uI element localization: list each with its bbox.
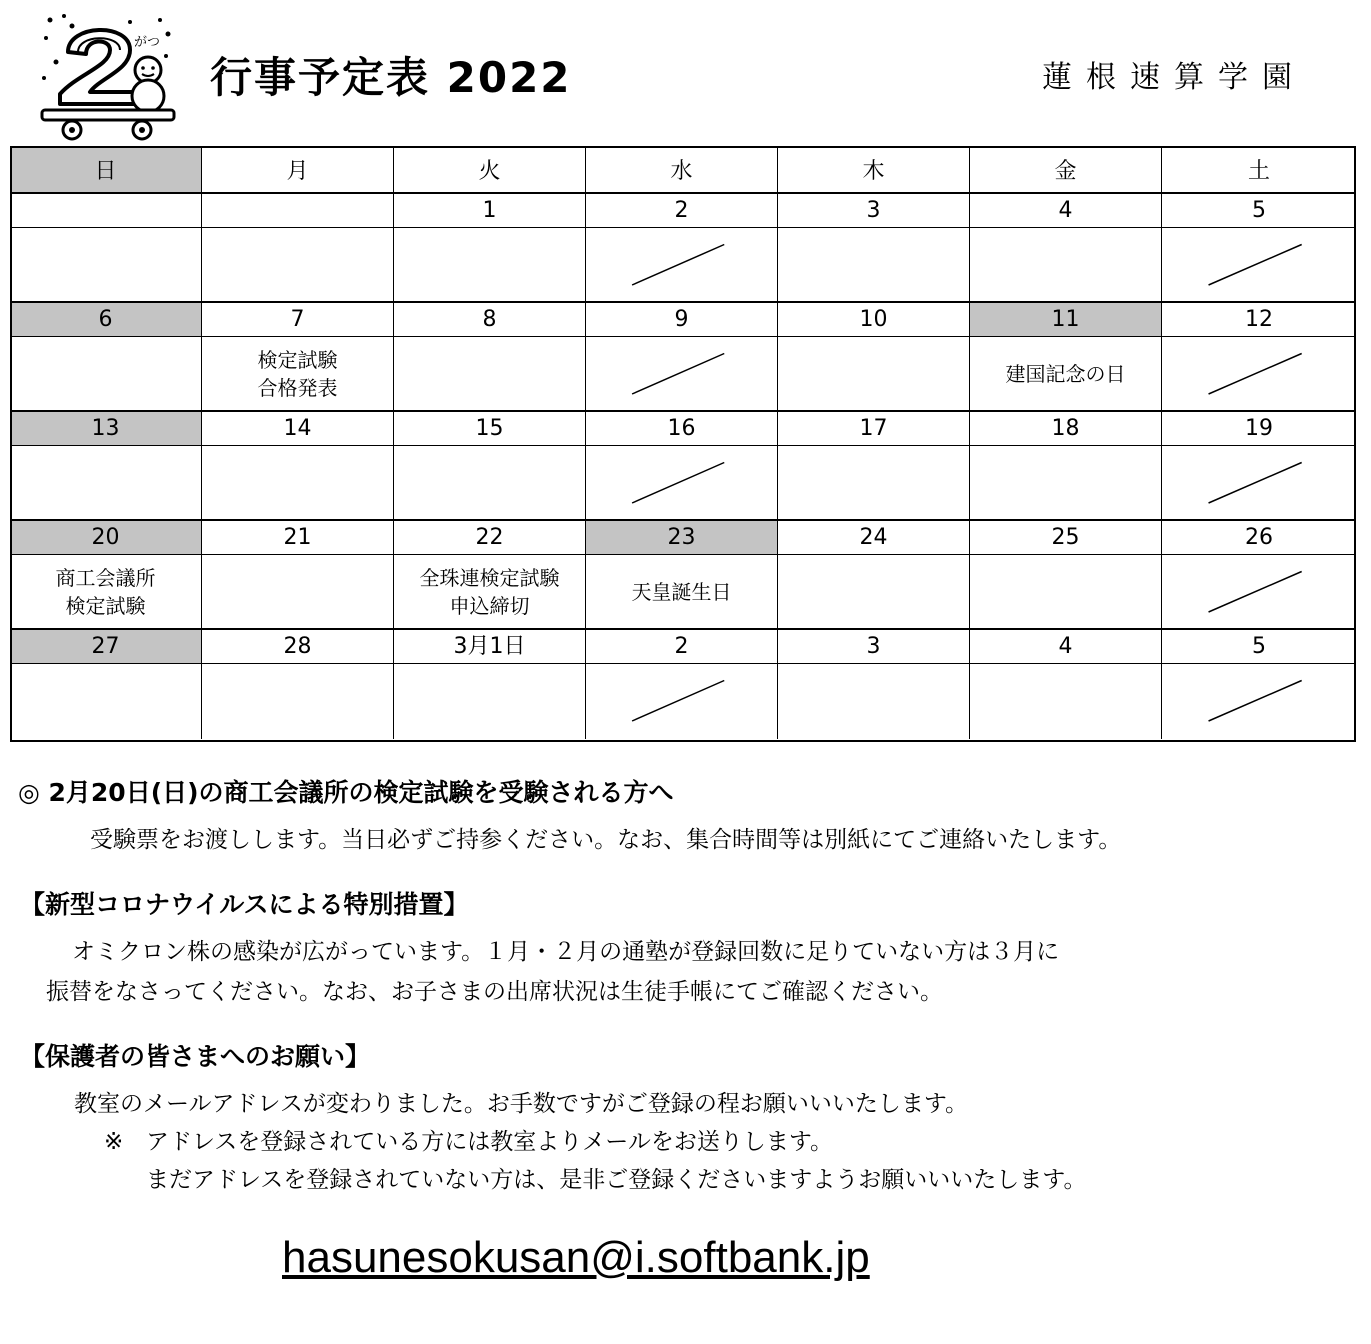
weekday-header: 木 (778, 146, 970, 194)
day-event-cell (1162, 664, 1356, 739)
day-date: 12 (1162, 303, 1356, 337)
day-event-cell (778, 337, 970, 412)
day-event-cell (1162, 228, 1356, 303)
guardian-notice-heading: 【保護者の皆さまへのお願い】 (20, 1042, 371, 1071)
day-event-cell (10, 228, 202, 303)
guardian-notice-line-1: 教室のメールアドレスが変わりました。お手数ですがご登録の程お願いいいたします。 (74, 1091, 969, 1117)
day-event-cell (1162, 446, 1356, 521)
day-event-cell (586, 446, 778, 521)
day-event-cell (10, 555, 202, 630)
day-date: 10 (778, 303, 970, 337)
day-event-cell (202, 337, 394, 412)
corona-notice-heading: 【新型コロナウイルスによる特別措置】 (20, 890, 469, 919)
day-event-cell (778, 228, 970, 303)
day-event-cell (394, 446, 586, 521)
weekday-header: 火 (394, 146, 586, 194)
day-event-cell (970, 664, 1162, 739)
day-event-cell (394, 337, 586, 412)
day-date: 3 (778, 194, 970, 228)
day-date: 4 (970, 194, 1162, 228)
day-date: 27 (10, 630, 202, 664)
day-date: 5 (1162, 630, 1356, 664)
closed-day-slash-icon (586, 446, 778, 521)
day-event-cell (394, 664, 586, 739)
corona-notice-line-2: 振替をなさってください。なお、お子さまの出席状況は生徒手帳にてご確認ください。 (46, 979, 943, 1005)
closed-day-slash-icon (1162, 228, 1356, 303)
day-event-cell (10, 337, 202, 412)
day-event-cell (586, 555, 778, 630)
day-event-cell (202, 228, 394, 303)
month-2-snowman-cart-icon (38, 12, 178, 142)
day-event-cell (778, 555, 970, 630)
closed-day-slash-icon (1162, 446, 1356, 521)
day-event-cell (586, 228, 778, 303)
event-calendar (10, 146, 1356, 742)
day-date: 3月1日 (394, 630, 586, 664)
day-event-cell (394, 555, 586, 630)
day-date: 2 (586, 194, 778, 228)
day-date: 8 (394, 303, 586, 337)
day-date: 1 (394, 194, 586, 228)
day-event-cell (202, 555, 394, 630)
day-event-cell (970, 446, 1162, 521)
day-event-cell (10, 664, 202, 739)
day-date: 28 (202, 630, 394, 664)
exam-notice-text: 受験票をお渡しします。当日必ずご持参ください。なお、集合時間等は別紙にてご連絡いたします。 (90, 827, 1122, 853)
contact-email-link[interactable]: hasunesokusan@i.softbank.jp (282, 1233, 870, 1282)
day-date: 25 (970, 521, 1162, 555)
day-event-cell (202, 446, 394, 521)
day-date: 20 (10, 521, 202, 555)
weekday-header: 金 (970, 146, 1162, 194)
day-date: 21 (202, 521, 394, 555)
day-date: 17 (778, 412, 970, 446)
day-date: 18 (970, 412, 1162, 446)
closed-day-slash-icon (586, 337, 778, 412)
day-date: 3 (778, 630, 970, 664)
day-date (202, 194, 394, 228)
day-event-label: 建国記念の日 (1005, 361, 1126, 386)
day-date: 4 (970, 630, 1162, 664)
day-date: 2 (586, 630, 778, 664)
day-date: 14 (202, 412, 394, 446)
guardian-notice-line-3: まだアドレスを登録されていない方は、是非ご登録くださいますようお願いいいたします。 (146, 1167, 1087, 1193)
weekday-header: 土 (1162, 146, 1356, 194)
day-event-cell (970, 555, 1162, 630)
closed-day-slash-icon (1162, 337, 1356, 412)
day-event-cell (778, 446, 970, 521)
day-event-cell (778, 664, 970, 739)
day-date: 26 (1162, 521, 1356, 555)
day-date: 19 (1162, 412, 1356, 446)
day-date: 7 (202, 303, 394, 337)
guardian-notice-mark: ※ (104, 1129, 124, 1155)
weekday-header: 月 (202, 146, 394, 194)
day-date: 11 (970, 303, 1162, 337)
day-event-cell (586, 664, 778, 739)
day-event-label: 全珠連検定試験 申込締切 (419, 565, 560, 618)
corona-notice-line-1: オミクロン株の感染が広がっています。１月・２月の通塾が登録回数に足りていない方は３月に (72, 939, 1060, 965)
day-event-label: 天皇誕生日 (631, 579, 732, 604)
day-date: 22 (394, 521, 586, 555)
day-event-label: 検定試験 合格発表 (257, 347, 338, 400)
day-date: 6 (10, 303, 202, 337)
guardian-notice-line-2: アドレスを登録されている方には教室よりメールをお送りします。 (146, 1129, 834, 1155)
closed-day-slash-icon (586, 664, 778, 739)
day-event-cell (1162, 337, 1356, 412)
day-event-label: 商工会議所 検定試験 (55, 565, 156, 618)
calendar-grid (10, 146, 1356, 742)
day-event-cell (586, 337, 778, 412)
day-event-cell (202, 664, 394, 739)
day-date: 9 (586, 303, 778, 337)
closed-day-slash-icon (586, 228, 778, 303)
day-event-cell (10, 446, 202, 521)
page-title: 行事予定表 2022 (210, 53, 572, 102)
day-date: 24 (778, 521, 970, 555)
day-date: 23 (586, 521, 778, 555)
day-event-cell (970, 228, 1162, 303)
closed-day-slash-icon (1162, 664, 1356, 739)
day-event-cell (970, 337, 1162, 412)
day-date: 13 (10, 412, 202, 446)
day-date (10, 194, 202, 228)
school-name: 蓮根速算学園 (1042, 60, 1306, 95)
closed-day-slash-icon (1162, 555, 1356, 630)
exam-notice-heading: ◎ 2月20日(日)の商工会議所の検定試験を受験される方へ (18, 778, 674, 807)
day-event-cell (1162, 555, 1356, 630)
day-date: 16 (586, 412, 778, 446)
day-date: 5 (1162, 194, 1356, 228)
weekday-header: 日 (10, 146, 202, 194)
day-event-cell (394, 228, 586, 303)
svg-text:がつ: がつ (134, 35, 161, 50)
weekday-header: 水 (586, 146, 778, 194)
day-date: 15 (394, 412, 586, 446)
